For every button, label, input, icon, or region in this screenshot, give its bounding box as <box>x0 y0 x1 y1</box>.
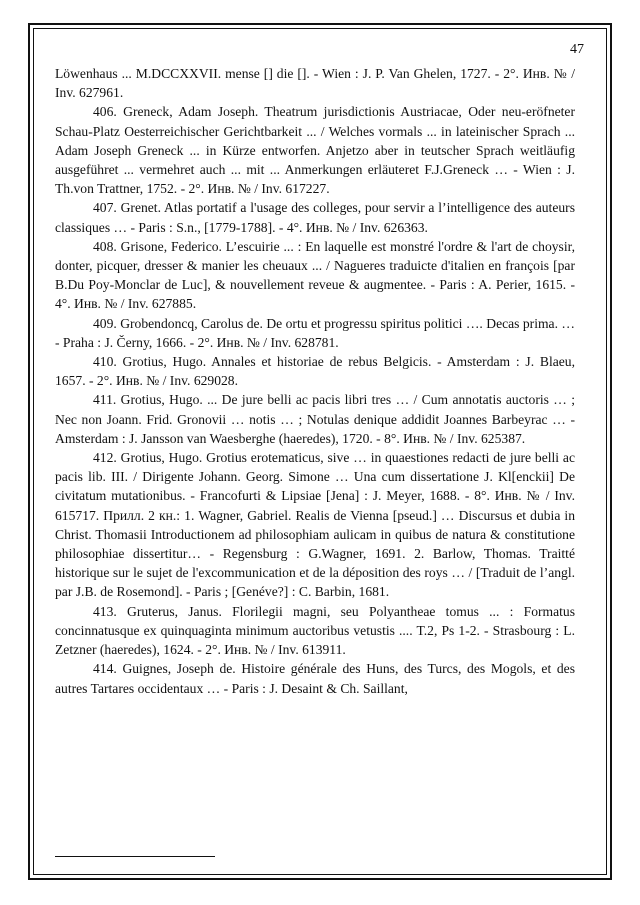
catalog-entry-411: 411. Grotius, Hugo. ... De jure belli ac pacis libri tres … / Cum annotatis auctoris … ; Nec non Joann. Frid. Gronovii … notis … ; Notulas denique addidit Joannes Barbeyrac … - Amsterdam : J. Jansson van Waesberghe (haeredes), 1720. - 8°. Инв. № / Inv. 625387. <box>55 392 575 446</box>
catalog-entry-412: 412. Grotius, Hugo. Grotius erotematicus, sive … in quaestiones redacti de jure belli ac pacis lib. III. / Dirigente Johann. Georg. Simone … Una cum dissertatione J. Kl[enckii] De civitatum mutationibus. - Francofurti & Lipsiae [Jena] : J. Meyer, 1688. - 8°. Инв. № / Inv. 615717. Прилл. 2 кн.: 1. Wagner, Gabriel. Realis de Vienna [pseud.] … Discursus et dubia in Christ. Thomasii Introductionem ad philosophiam aulicam in quibus de natura & constitutione philosophiae dissertitur… - Regensburg : G.Wagner, 1691. 2. Barlow, Thomas. Traitté historique sur le sujet de l'excommunication et de la déposition des roys … / [Traduit de l’angl. par J.B. de Rosemond]. - Paris ; [Genéve?] : C. Barbin, 1681. <box>55 450 575 600</box>
page-number: 47 <box>570 42 584 57</box>
footer-rule <box>55 856 215 857</box>
catalog-entry-406: 406. Greneck, Adam Joseph. Theatrum jurisdictionis Austriacae, Oder neu-eröfneter Schau-Platz Oesterreichischer Gerichtbarkeit ... / Welches vormals ... in lateinischer Sprach ... Adam Joseph Greneck ... in Kürze entworfen. Anjetzo aber in teutscher Sprach weitläufig ausgeführet ... vermehret auch ... mit ... Anmerkungen erläuteret F.J.Greneck … - Wien : J. Th.von Trattner, 1752. - 2°. Инв. № / Inv. 617227. <box>55 104 575 197</box>
catalog-entry-413: 413. Gruterus, Janus. Florilegii magni, seu Polyantheae tomus ... : Formatus concinnatusque ex quinquaginta minimum auctoribus vetustis .... T.2, Ps 1-2. - Strasbourg : L. Zetzner (haeredes), 1624. - 2°. Инв. № / Inv. 613911. <box>55 603 575 658</box>
catalog-entry-409: 409. Grobendoncq, Carolus de. De ortu et progressu spiritus politici …. Decas prima. … - Praha : J. Černy, 1666. - 2°. Инв. № / Inv. 628781. <box>55 315 575 350</box>
catalog-entry-408: 408. Grisone, Federico. L’escuirie ... : En laquelle est monstré l'ordre & l'art de choysir, donter, picquer, dresser & manier les cheuaux ... / Nagueres traduicte d'italien en françois [par B.Du Poy-Monclar de Luc], & nouvellement reveue & augmentee. - Paris : A. Perier, 1615. - 4°. Инв. № / Inv. 627885. <box>55 238 575 312</box>
catalog-entry-407: 407. Grenet. Atlas portatif a l'usage des colleges, pour servir a l’intelligence des auteurs classiques … - Paris : S.n., [1779-1788]. - 4°. Инв. № / Inv. 626363. <box>55 200 575 235</box>
catalog-entry-410: 410. Grotius, Hugo. Annales et historiae de rebus Belgicis. - Amsterdam : J. Blaeu, 1657. - 2°. Инв. № / Inv. 629028. <box>55 354 575 389</box>
catalog-entry-414: 414. Guignes, Joseph de. Histoire générale des Huns, des Turcs, des Mogols, et des autres Tartares occidentaux … - Paris : J. Desaint & Ch. Saillant, <box>55 661 575 696</box>
catalog-text <box>55 64 575 698</box>
continuation-text: Löwenhaus ... M.DCCXXVII. mense [] die []. - Wien : J. P. Van Ghelen, 1727. - 2°. Инв. № / Inv. 627961. <box>55 66 575 101</box>
